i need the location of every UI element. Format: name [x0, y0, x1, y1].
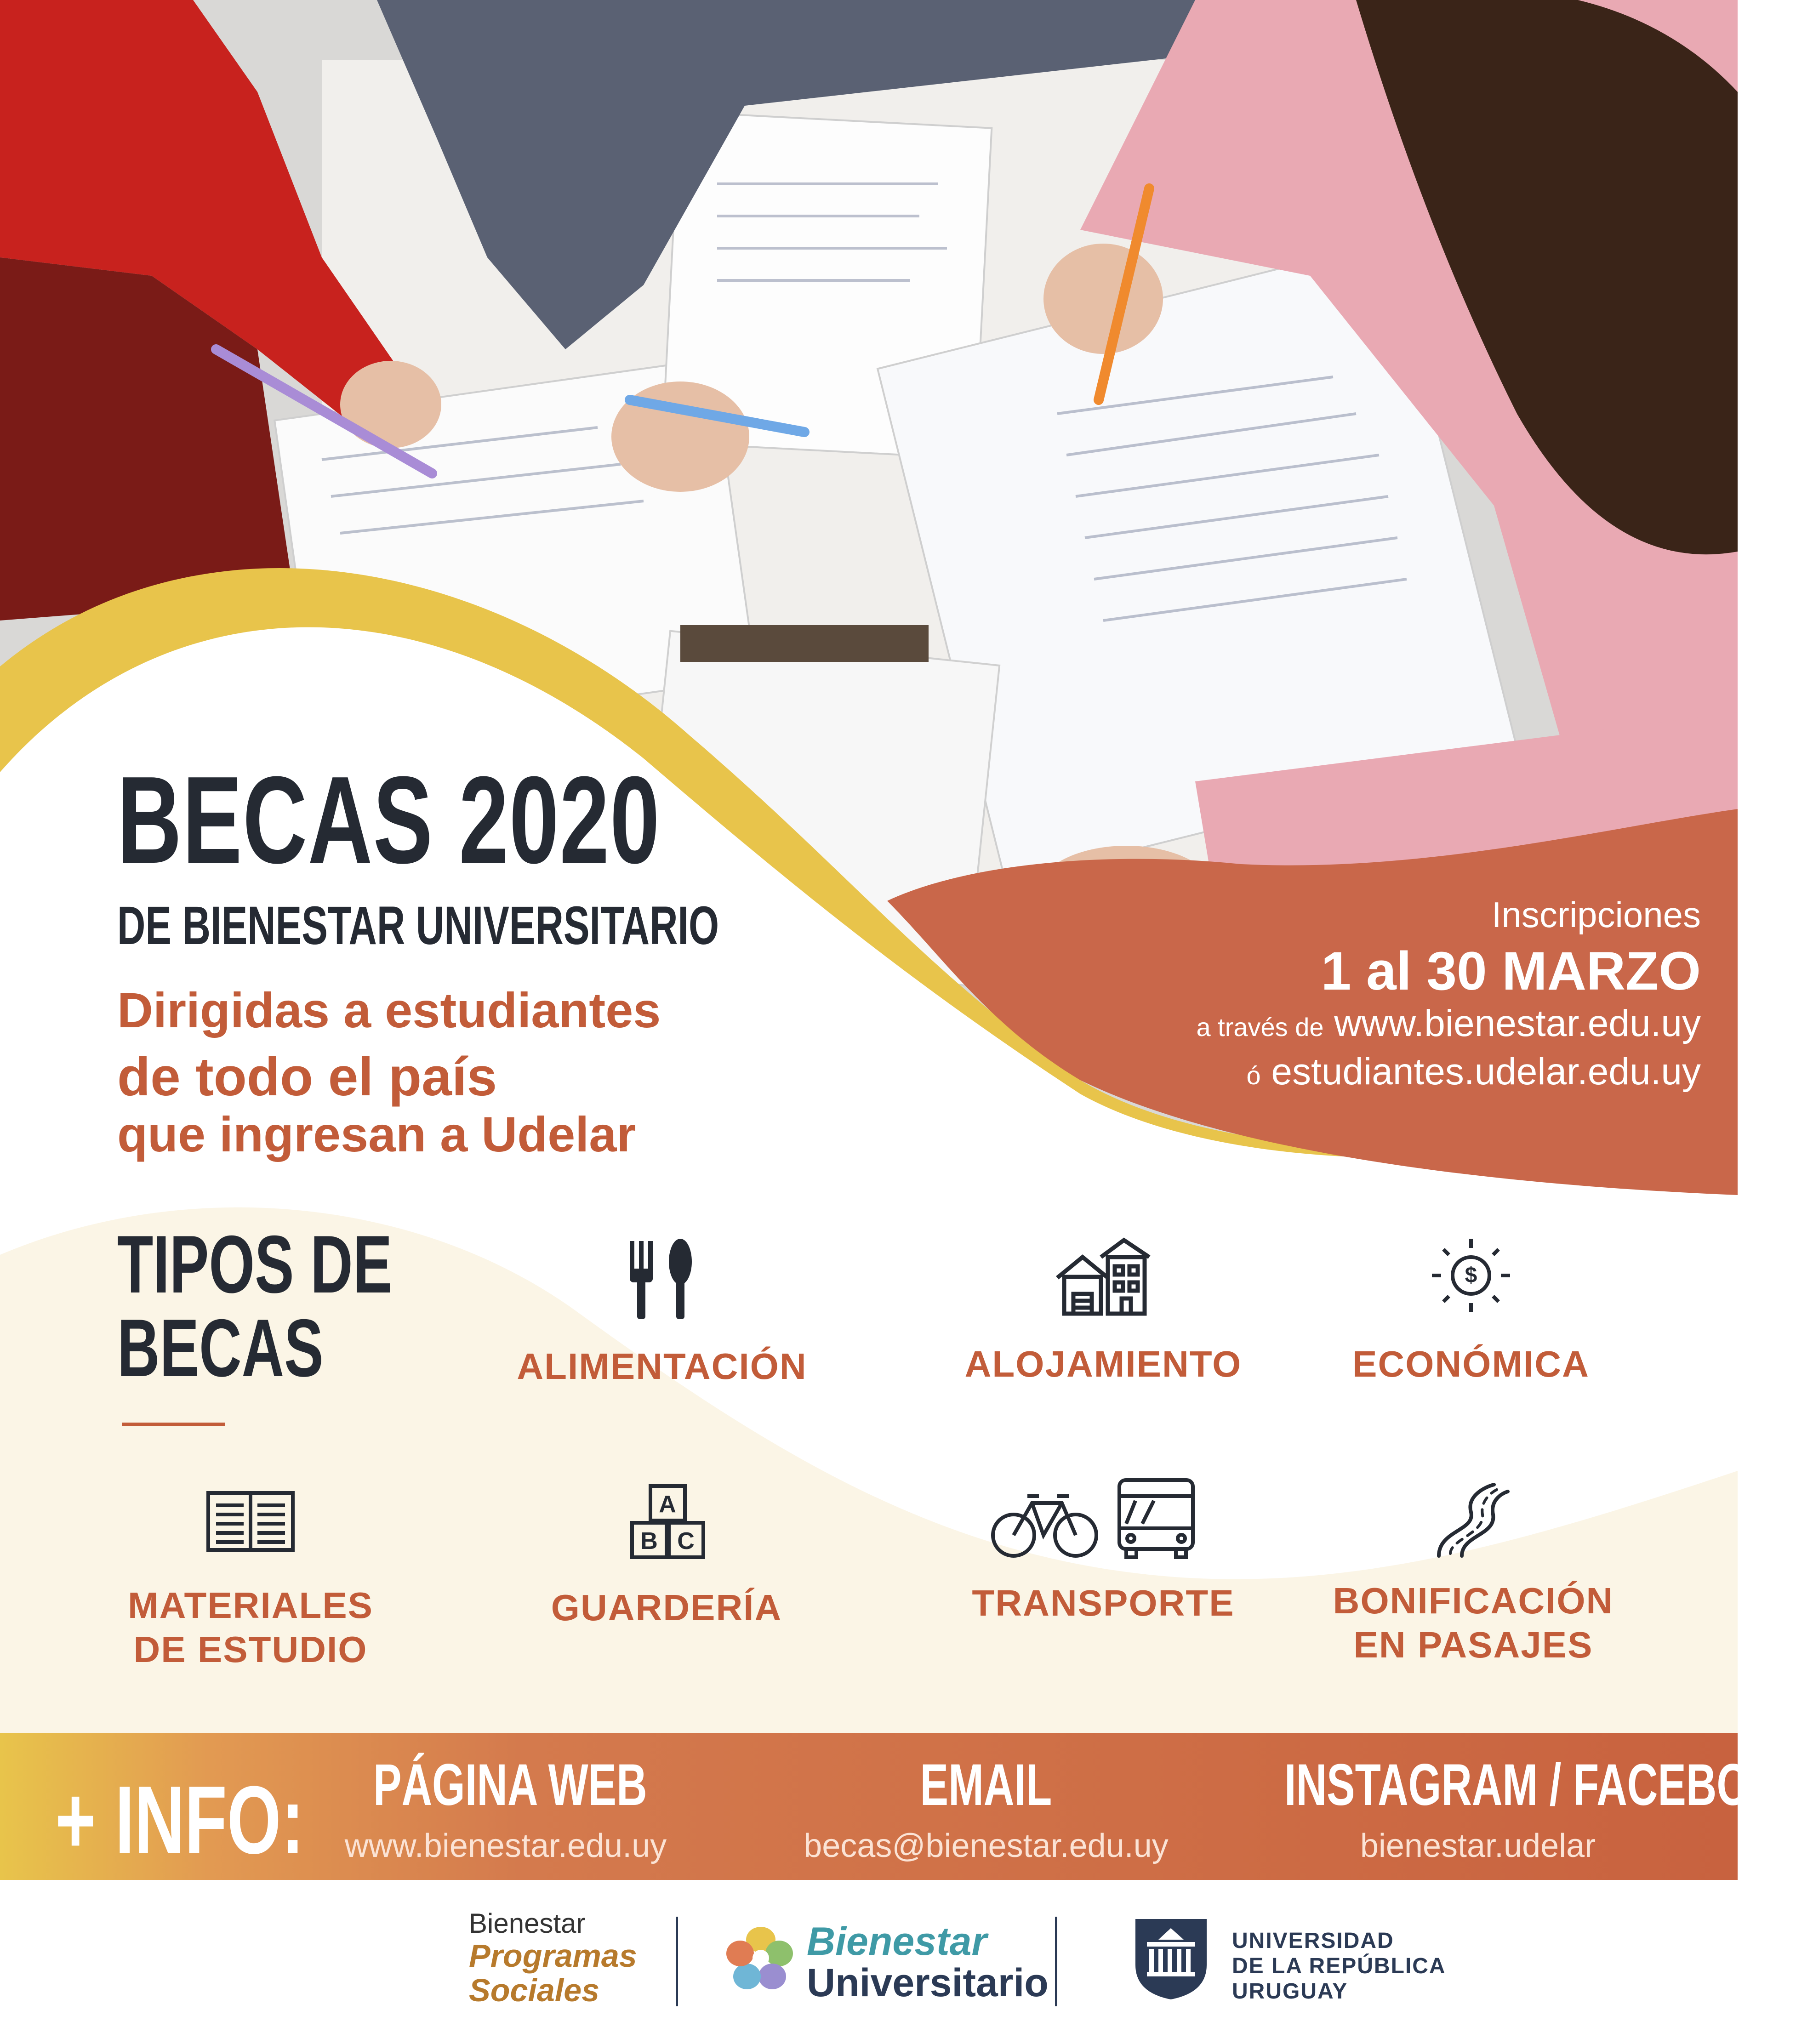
programas-sociales-line-2: Sociales: [469, 1972, 600, 2008]
registration-dates: 1 al 30 MARZO: [1321, 941, 1701, 1002]
tipos-title-line-1: TIPOS DE: [117, 1218, 393, 1310]
svg-text:A: A: [659, 1491, 676, 1518]
tipos-divider: [122, 1423, 225, 1426]
footer-divider-1: [676, 1917, 678, 2006]
audience-line-2: de todo el país: [117, 1047, 497, 1107]
registration-label: Inscripciones: [1491, 894, 1701, 935]
open-book-icon: [205, 1489, 296, 1554]
bienestar-universitario-line-1: Bienestar: [807, 1919, 987, 1964]
cutlery-icon: [625, 1236, 699, 1321]
registration-alt-url-link[interactable]: estudiantes.udelar.edu.uy: [1271, 1051, 1701, 1093]
info-web-link[interactable]: www.bienestar.edu.uy: [344, 1828, 667, 1864]
tipos-title-line-2: BECAS: [117, 1302, 324, 1394]
svg-text:$: $: [1465, 1263, 1477, 1287]
bicycle-bus-icon: [988, 1475, 1209, 1560]
houses-icon: [1055, 1236, 1154, 1317]
footer-divider-2: [1055, 1917, 1057, 2006]
beca-label-economica: ECONÓMICA: [1352, 1344, 1590, 1384]
udelar-line-2: DE LA REPÚBLICA: [1232, 1954, 1446, 1978]
info-email-label: EMAIL: [920, 1752, 1052, 1818]
programas-sociales-line-1: Programas: [469, 1938, 637, 1974]
beca-label-guarderia: GUARDERÍA: [551, 1587, 782, 1628]
poster-title: BECAS 2020: [117, 751, 661, 889]
registration-via-prefix: a través de: [1196, 1013, 1324, 1042]
beca-label-transporte: TRANSPORTE: [972, 1583, 1235, 1623]
beca-label-bonificacion-line-2: EN PASAJES: [1353, 1624, 1593, 1665]
bienestar-universitario-line-2: Universitario: [807, 1961, 1049, 2005]
registration-via: [1196, 1002, 1701, 1045]
audience-line-1: Dirigidas a estudiantes: [117, 982, 661, 1038]
beca-label-alimentacion: ALIMENTACIÓN: [517, 1346, 807, 1387]
beca-label-materiales: [97, 1583, 405, 1672]
beca-label-materiales-line-1: MATERIALES: [127, 1585, 374, 1626]
abc-blocks-icon: [625, 1482, 710, 1560]
money-sun-icon: [1425, 1236, 1517, 1315]
flower-logo-icon: [724, 1921, 798, 1995]
info-social-link[interactable]: bienestar.udelar: [1360, 1828, 1596, 1864]
info-web-label: PÁGINA WEB: [373, 1752, 647, 1818]
registration-or: [1246, 1050, 1701, 1093]
audience-line-3: que ingresan a Udelar: [117, 1106, 636, 1162]
info-prefix: + INFO:: [55, 1766, 304, 1874]
info-social-label: INSTAGRAM / FACEBOOK: [1284, 1752, 1813, 1818]
svg-text:C: C: [677, 1528, 695, 1554]
udelar-crest-icon: [1131, 1914, 1211, 2002]
udelar-line-1: UNIVERSIDAD: [1232, 1929, 1394, 1953]
road-icon: [1430, 1480, 1510, 1560]
beca-label-bonificacion: [1324, 1579, 1623, 1667]
beca-label-materiales-line-2: DE ESTUDIO: [133, 1629, 368, 1670]
beca-label-alojamiento: ALOJAMIENTO: [964, 1344, 1242, 1384]
info-email-link[interactable]: becas@bienestar.edu.uy: [804, 1828, 1169, 1864]
beca-label-bonificacion-line-1: BONIFICACIÓN: [1333, 1580, 1614, 1621]
udelar-line-3: URUGUAY: [1232, 1979, 1348, 2004]
tipos-title: [117, 1218, 393, 1394]
registration-or-prefix: ó: [1246, 1061, 1261, 1090]
poster-subtitle: DE BIENESTAR UNIVERSITARIO: [117, 895, 719, 956]
svg-text:B: B: [640, 1528, 658, 1554]
programas-sociales-small: Bienestar: [469, 1908, 586, 1939]
registration-url-link[interactable]: www.bienestar.edu.uy: [1334, 1002, 1701, 1044]
